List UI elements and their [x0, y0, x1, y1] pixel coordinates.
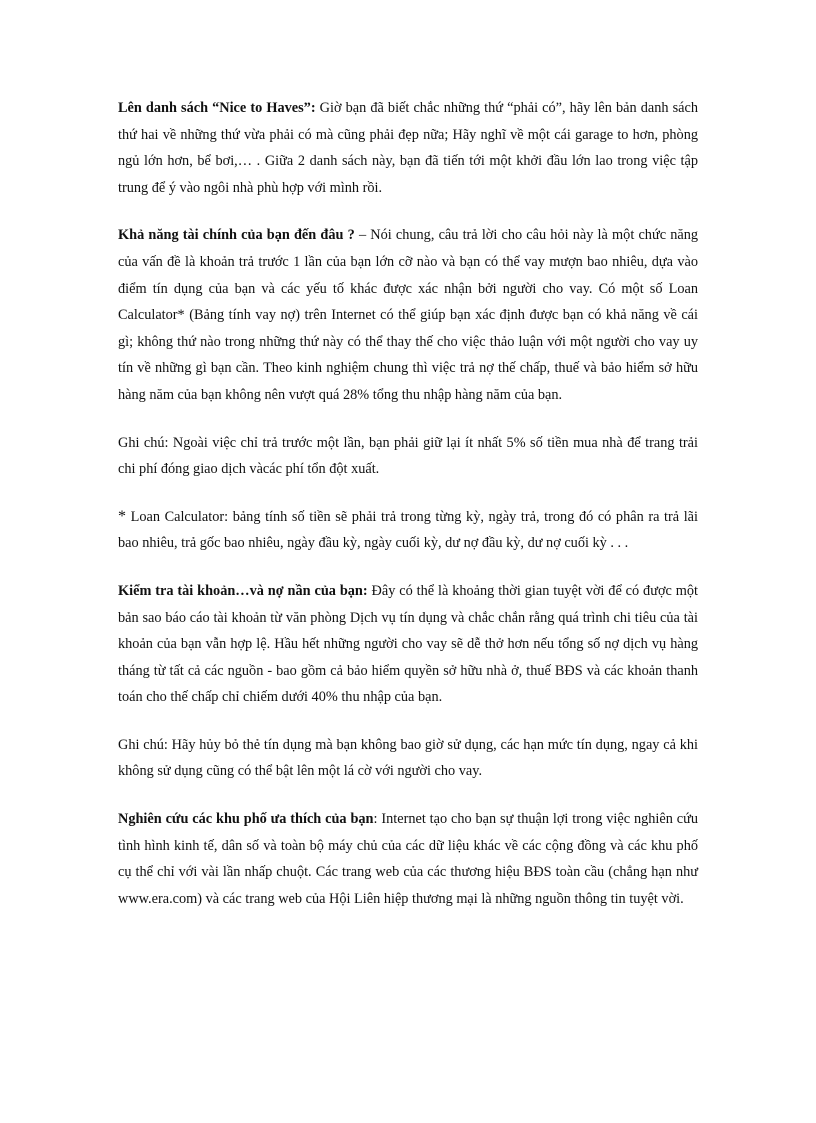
note-credit-cards-text: Ghi chú: Hãy hủy bỏ thẻ tín dụng mà bạn không bao giờ sử dụng, các hạn mức tín dụng, ngay cả khi không sử dụng cũng có thể bật lên một lá cờ với người cho vay.	[118, 736, 698, 780]
note-down-payment-text: Ghi chú: Ngoài việc chỉ trả trước một lần, bạn phải giữ lại ít nhất 5% số tiền mua nhà để trang trải chi phí đóng giao dịch vàcác phí tổn đột xuất.	[118, 434, 698, 478]
note-credit-cards	[118, 732, 698, 785]
footnote-star: *	[118, 507, 126, 525]
paragraph-research-neighborhoods	[118, 806, 698, 912]
paragraph-nice-to-haves	[118, 95, 698, 201]
body-check-accounts: Đây có thể là khoảng thời gian tuyệt vời để có được một bản sao báo cáo tài khoản từ văn phòng Dịch vụ tín dụng và chắc chắn rằng quá trình chi tiêu của tài khoản của bạn vẫn hợp lệ. Hầu hết những người cho vay sẽ dễ thở hơn nếu tổng số nợ dịch vụ hàng tháng từ tất cả các nguồn - bao gồm cả bảo hiểm quyền sở hữu nhà ở, thuế BĐS và các khoản thanh toán cho thế chấp chỉ chiếm dưới 40% thu nhập của bạn.	[118, 582, 698, 706]
paragraph-check-accounts	[118, 578, 698, 711]
heading-check-accounts: Kiểm tra tài khoản…và nợ nần của bạn:	[118, 582, 368, 599]
document-page	[118, 95, 698, 933]
footnote-loan-calculator	[118, 504, 698, 557]
body-nice-to-haves: Giờ bạn đã biết chắc những thứ “phải có”, hãy lên bản danh sách thứ hai về những thứ vừa phải có mà cũng phải đẹp nữa; Hãy nghĩ về một cái garage to hơn, phòng ngủ lớn hơn, bể bơi,… . Giữa 2 danh sách này, bạn đã tiến tới một khởi đầu lớn lao trong việc tập trung để ý vào ngôi nhà phù hợp với mình rồi.	[118, 100, 698, 196]
heading-financial-capacity: Khả năng tài chính của bạn đến đâu ?	[118, 227, 355, 244]
body-research-neighborhoods: : Internet tạo cho bạn sự thuận lợi trong việc nghiên cứu tình hình kinh tế, dân số và toàn bộ máy chủ của các dữ liệu khác về các cộng đồng và các khu phố cụ thể chỉ với vài lần nhấp chuột. Các trang web của các thương hiệu BĐS toàn cầu (chẳng hạn như www.era.com) và các trang web của Hội Liên hiệp thương mại là những nguồn thông tin tuyệt vời.	[118, 811, 698, 907]
body-financial-capacity: – Nói chung, câu trả lời cho câu hỏi này là một chức năng của vấn đề là khoản trả trước 1 lần của bạn lớn cỡ nào và bạn có thể vay mượn bao nhiêu, dựa vào điểm tín dụng của bạn và các yếu tố khác được xác nhận bởi người cho vay. Có một số Loan Calculator* (Bảng tính vay nợ) trên Internet có thể giúp bạn xác định được bạn có khả năng về cái gì; không thứ nào trong những thứ này có thể thay thế cho việc thảo luận với một người cho vay uy tín về những gì bạn cần. Theo kinh nghiệm chung thì việc trả nợ thế chấp, thuế và bảo hiểm sở hữu hàng năm của bạn không nên vượt quá 28% tổng thu nhập hàng năm của bạn.	[118, 227, 699, 403]
paragraph-financial-capacity	[118, 222, 698, 408]
footnote-loan-calculator-text: Loan Calculator: bảng tính số tiền sẽ phải trả trong từng kỳ, ngày trả, trong đó có phân ra trả lãi bao nhiêu, trả gốc bao nhiêu, ngày đầu kỳ, ngày cuối kỳ, dư nợ đầu kỳ, dư nợ cuối kỳ . . .	[118, 508, 698, 552]
note-down-payment	[118, 430, 698, 483]
heading-nice-to-haves: Lên danh sách “Nice to Haves”:	[118, 100, 316, 116]
heading-research-neighborhoods: Nghiên cứu các khu phố ưa thích của bạn	[118, 811, 374, 828]
